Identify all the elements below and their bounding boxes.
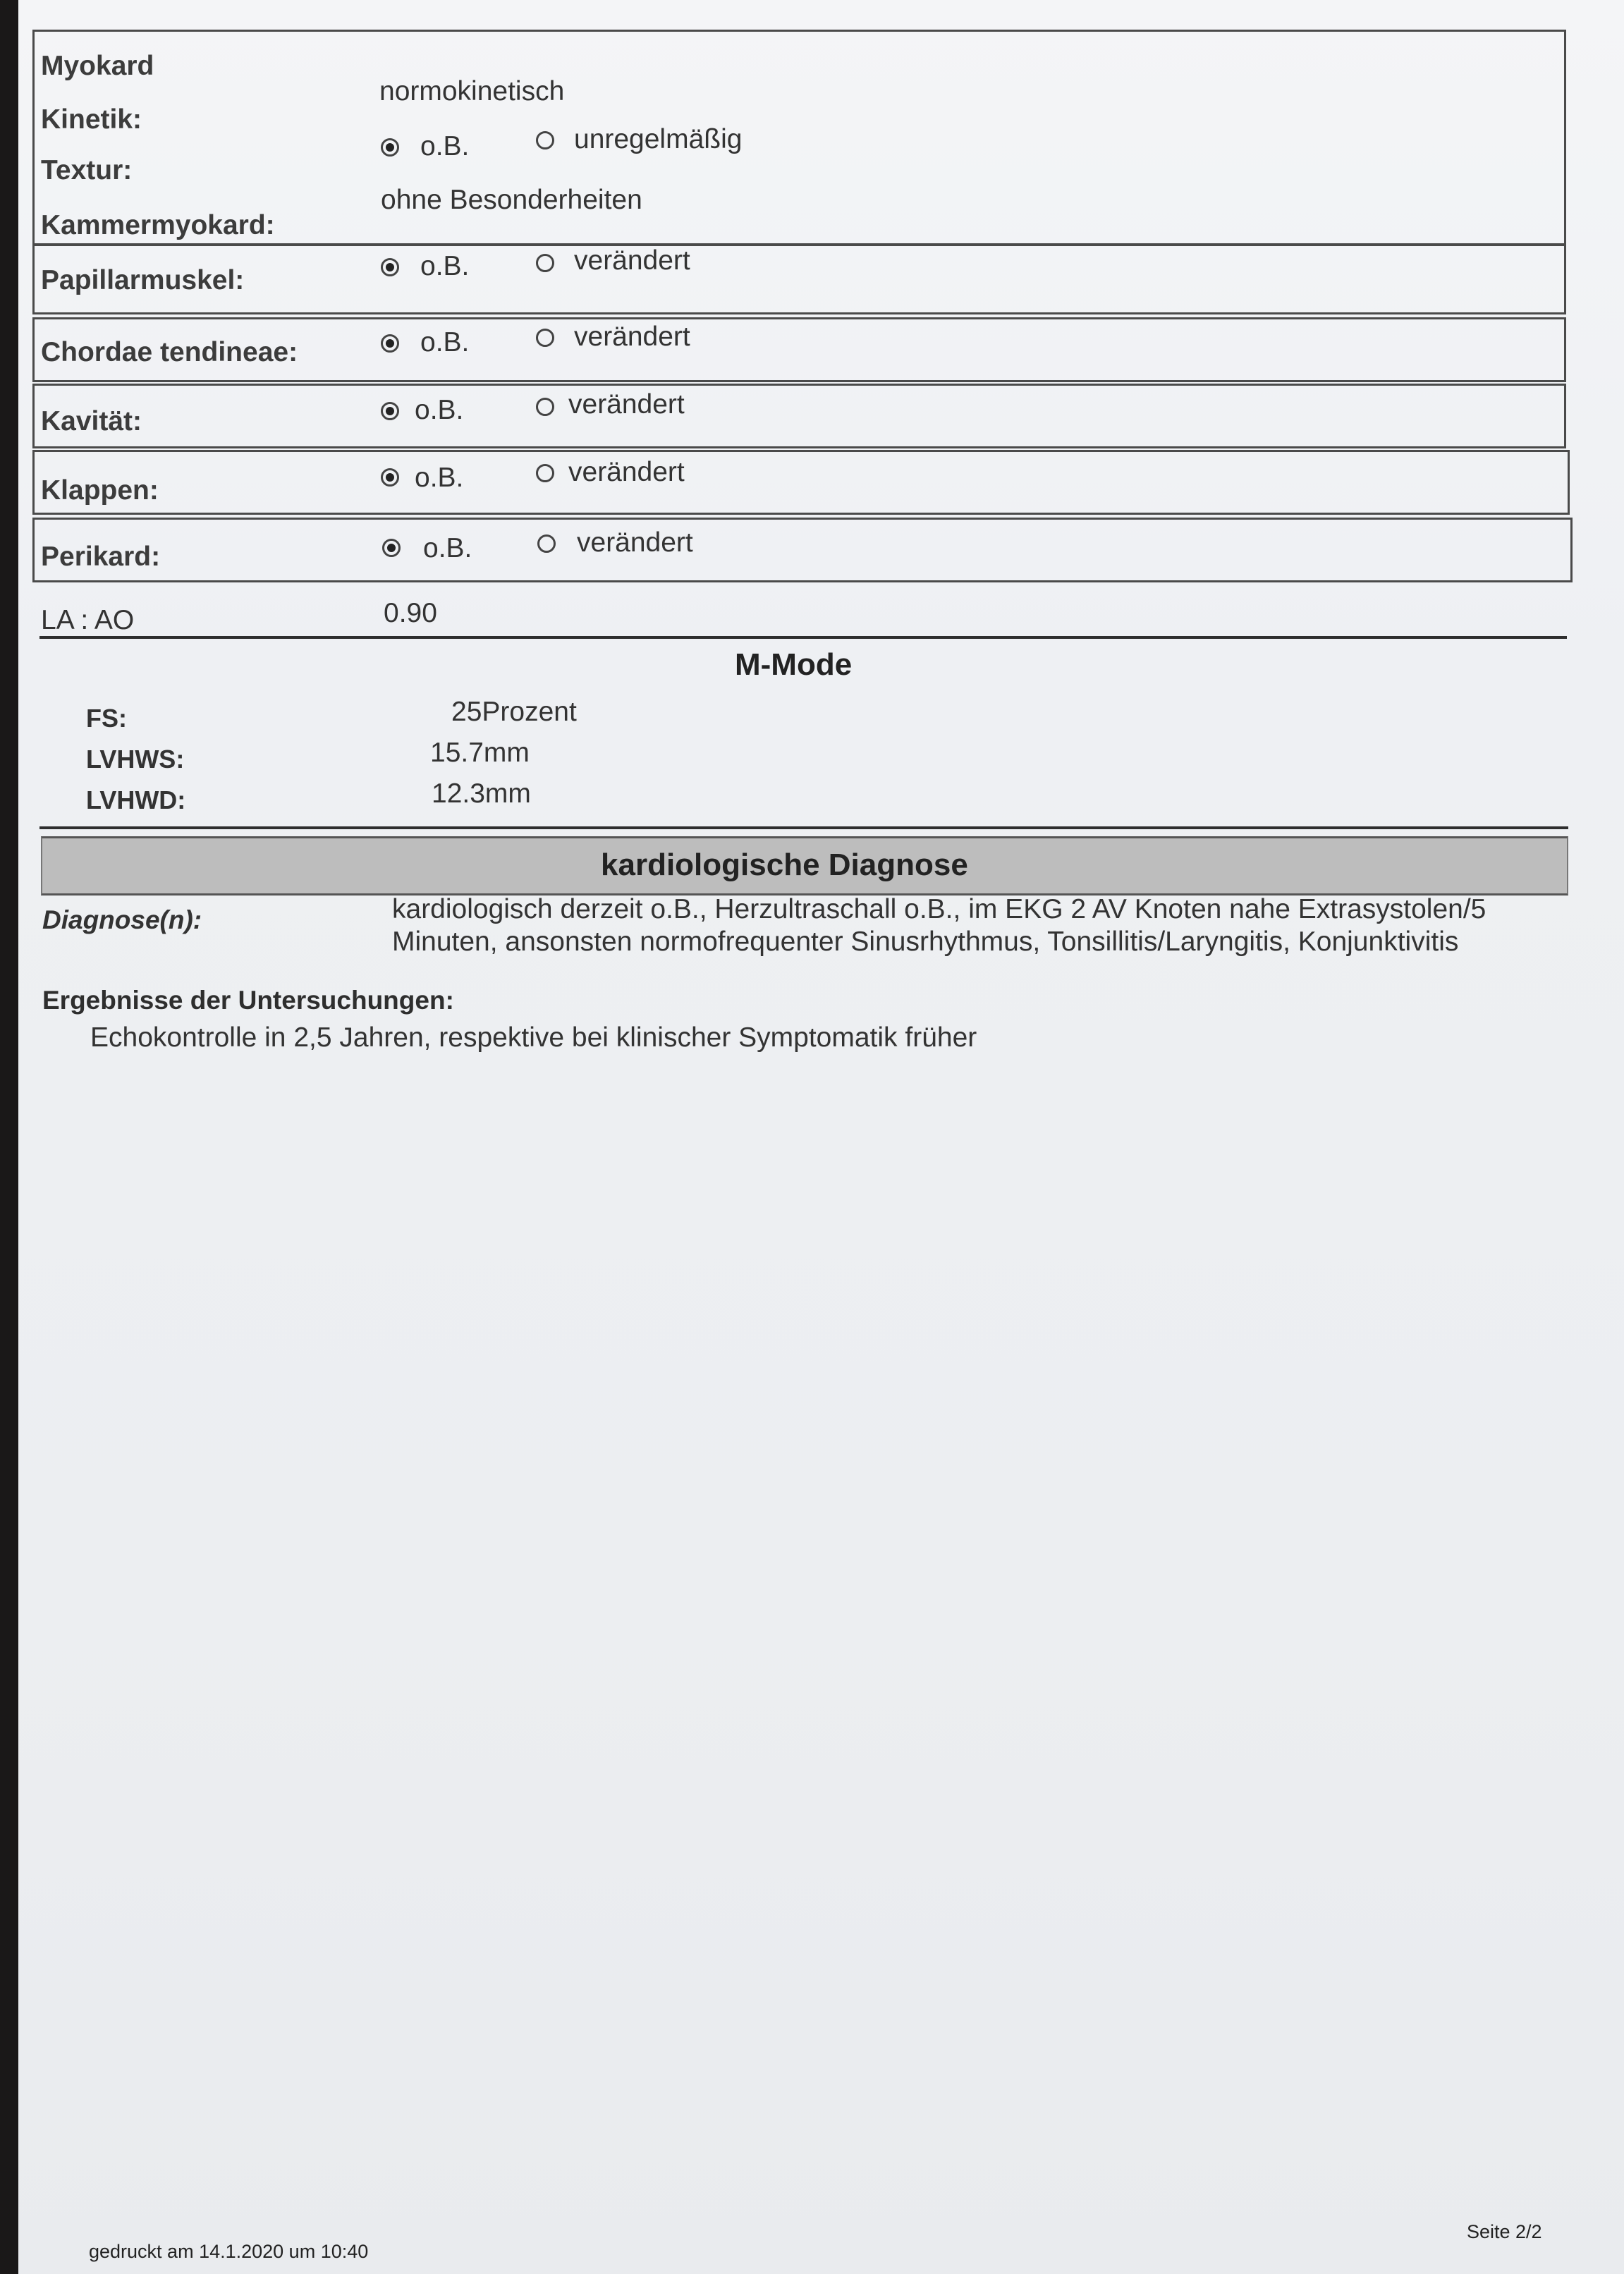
chordae-radio-normal[interactable] — [381, 334, 399, 353]
kinetik-label: Kinetik: — [41, 104, 142, 135]
chordae-radio-abnormal[interactable] — [536, 329, 554, 347]
textur-radio-normal[interactable] — [381, 138, 399, 157]
row-box-perikard — [32, 518, 1573, 582]
mmode-value-lvhws: 15.7mm — [430, 738, 530, 768]
diagnose-line-1: kardiologisch derzeit o.B., Herzultraschall o.B., im EKG 2 AV Knoten nahe Extrasystolen/5 — [392, 894, 1486, 924]
ergebnisse-text: Echokontrolle in 2,5 Jahren, respektive bei klinischer Symptomatik früher — [90, 1022, 977, 1053]
kinetik-value: normokinetisch — [379, 76, 565, 106]
ergebnisse-label: Ergebnisse der Untersuchungen: — [42, 986, 454, 1015]
kammermyokard-value: ohne Besonderheiten — [381, 185, 642, 215]
row-label-papillarmuskel: Papillarmuskel: — [41, 265, 245, 295]
papillarmuskel-option-abnormal: verändert — [574, 245, 690, 276]
divider-mmode — [39, 636, 1567, 639]
divider-diagnose — [39, 826, 1568, 829]
row-box-kavitaet — [32, 384, 1566, 448]
textur-option-normal: o.B. — [420, 131, 470, 161]
textur-option-abnormal: unregelmäßig — [574, 124, 743, 154]
textur-label: Textur: — [41, 155, 133, 185]
diagnose-line-2: Minuten, ansonsten normofrequenter Sinusrhythmus, Tonsillitis/Laryngitis, Konjunktivitis — [392, 927, 1459, 957]
mmode-value-fs: 25Prozent — [451, 697, 577, 727]
textur-radio-abnormal[interactable] — [536, 131, 554, 149]
mmode-label-lvhwd: LVHWD: — [86, 785, 186, 814]
klappen-radio-abnormal[interactable] — [536, 464, 554, 482]
chordae-option-abnormal: verändert — [574, 322, 690, 352]
diagnose-label: Diagnose(n): — [42, 905, 202, 934]
row-box-papillarmuskel — [32, 244, 1566, 314]
kavitaet-option-normal: o.B. — [415, 395, 464, 425]
row-box-klappen — [32, 450, 1570, 515]
papillarmuskel-option-normal: o.B. — [420, 251, 470, 281]
perikard-option-abnormal: verändert — [577, 527, 693, 558]
kavitaet-radio-normal[interactable] — [381, 402, 399, 420]
la-ao-label: LA : AO — [41, 605, 135, 635]
papillarmuskel-radio-normal[interactable] — [381, 258, 399, 276]
row-label-chordae: Chordae tendineae: — [41, 337, 298, 367]
row-label-kavitaet: Kavität: — [41, 406, 142, 436]
diagnose-title: kardiologische Diagnose — [601, 848, 968, 882]
klappen-option-abnormal: verändert — [568, 457, 685, 487]
myokard-title: Myokard — [41, 51, 154, 81]
klappen-radio-normal[interactable] — [381, 468, 399, 487]
perikard-radio-normal[interactable] — [382, 539, 401, 557]
mmode-label-lvhws: LVHWS: — [86, 745, 185, 774]
mmode-value-lvhwd: 12.3mm — [432, 778, 531, 809]
mmode-label-fs: FS: — [86, 704, 127, 733]
mmode-title: M-Mode — [735, 647, 853, 682]
la-ao-value: 0.90 — [384, 598, 437, 628]
kammermyokard-label: Kammermyokard: — [41, 210, 275, 240]
footer-printed-date: gedruckt am 14.1.2020 um 10:40 — [89, 2241, 369, 2262]
row-label-perikard: Perikard: — [41, 542, 161, 572]
klappen-option-normal: o.B. — [415, 463, 464, 493]
papillarmuskel-radio-abnormal[interactable] — [536, 254, 554, 272]
perikard-option-normal: o.B. — [423, 533, 472, 563]
chordae-option-normal: o.B. — [420, 327, 470, 357]
kavitaet-radio-abnormal[interactable] — [536, 398, 554, 416]
perikard-radio-abnormal[interactable] — [537, 534, 556, 553]
footer-page-number: Seite 2/2 — [1467, 2221, 1542, 2242]
kavitaet-option-abnormal: verändert — [568, 389, 685, 420]
row-label-klappen: Klappen: — [41, 475, 159, 506]
